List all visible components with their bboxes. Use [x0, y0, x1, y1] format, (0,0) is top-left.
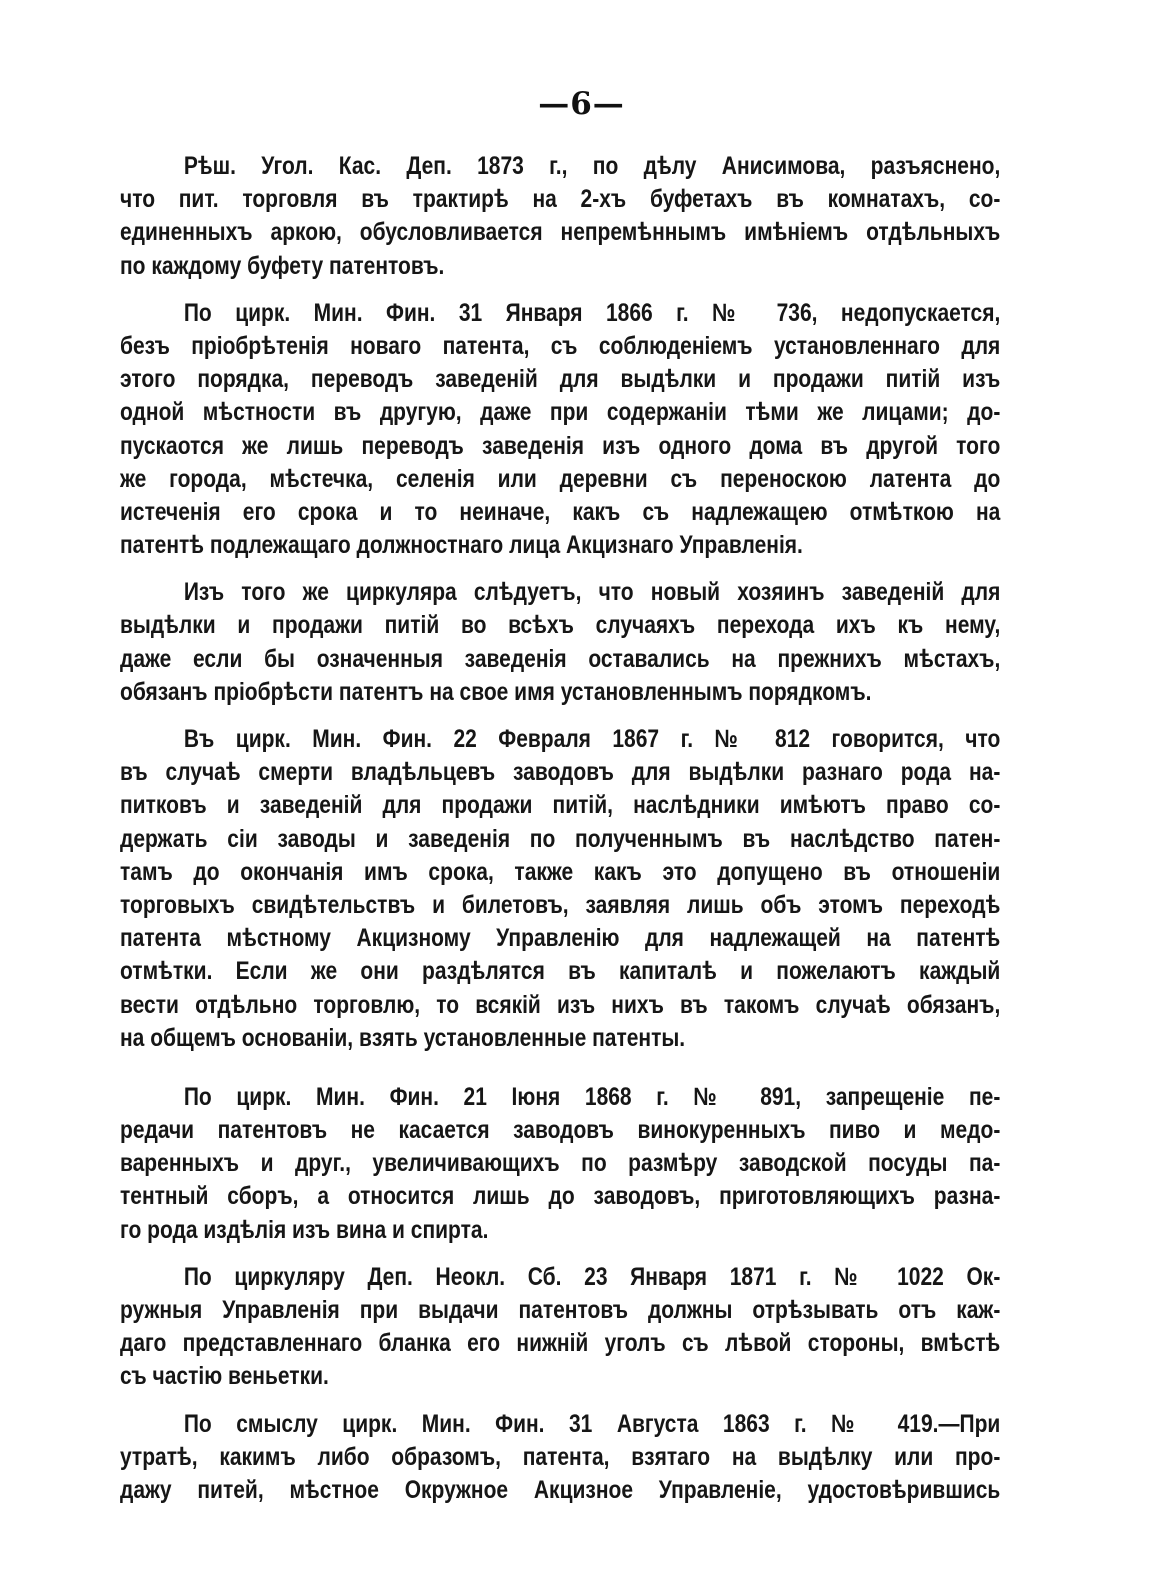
paragraph — [120, 1261, 1001, 1394]
text-line: истеченія его срока и то неиначе, какъ съ надлежащею отмѣткою на — [120, 497, 1001, 526]
page-number: —6— — [538, 86, 625, 122]
body-text — [120, 150, 1001, 1507]
text-line: тамъ до окончанія имъ срока, также какъ это допущено въ отношеніи — [120, 857, 1001, 886]
text-line: По цирк. Мин. Фин. 21 Іюня 1868 г. № 891, запрещеніе пе- — [183, 1082, 1001, 1111]
text-line: го рода издѣлія изъ вина и спирта. — [120, 1215, 489, 1244]
text-line: на общемъ основаніи, взять установленные патенты. — [120, 1023, 686, 1052]
paragraph — [120, 150, 1001, 283]
paragraph-gap — [120, 709, 859, 723]
paragraph — [120, 1081, 1001, 1247]
text-line: вести отдѣльно торговлю, то всякій изъ нихъ въ такомъ случаѣ обязанъ, — [120, 990, 1001, 1019]
text-line: дажу питей, мѣстное Окружное Акцизное Управленіе, удостовѣрившись — [120, 1475, 1001, 1504]
text-line: тентный сборъ, а относится лишь до заводовъ, приготовляющихъ разна- — [120, 1182, 1001, 1211]
text-line: обязанъ пріобрѣсти патентъ на свое имя установленнымъ порядкомъ. — [120, 677, 872, 706]
paragraph — [120, 1408, 1001, 1508]
text-line: даже если бы означенныя заведенія оставались на прежнихъ мѣстахъ, — [120, 644, 1001, 673]
text-line: единенныхъ аркою, обусловливается непремѣннымъ имѣніемъ отдѣльныхъ — [120, 218, 1001, 247]
text-line: по каждому буфету патентовъ. — [120, 251, 445, 280]
paragraph — [120, 297, 1001, 563]
text-line: въ случаѣ смерти владѣльцевъ заводовъ для выдѣлки разнаго рода на- — [120, 758, 1001, 787]
paragraph-gap — [120, 1055, 859, 1081]
text-line: отмѣтки. Если же они раздѣлятся въ капиталѣ и пожелаютъ каждый — [120, 957, 1001, 986]
text-line: патента мѣстному Акцизному Управленію для надлежащей на патентѣ — [120, 924, 1001, 953]
text-line: ружныя Управленія при выдачи патентовъ должны отрѣзывать отъ каж- — [120, 1296, 1001, 1324]
text-line: выдѣлки и продажи питій во всѣхъ случаяхъ перехода ихъ къ нему, — [120, 611, 1001, 640]
text-line: утратѣ, какимъ либо образомъ, патента, взятаго на выдѣлку или про- — [120, 1442, 1001, 1471]
text-line: безъ пріобрѣтенія новаго патента, съ соблюденіемъ установленнаго для — [120, 331, 1001, 360]
text-line: По цирк. Мин. Фин. 31 Января 1866 г. № 736, недопускается, — [183, 298, 1001, 327]
paragraph-gap — [120, 1394, 859, 1408]
text-line: этого порядка, переводъ заведеній для выдѣлки и продажи питій изъ — [120, 365, 1001, 394]
paragraph-gap — [120, 562, 859, 576]
text-line: варенныхъ и друг., увеличивающихъ по размѣру заводской посуды па- — [120, 1149, 1001, 1178]
text-line: что пит. торговля въ трактирѣ на 2-хъ буфетахъ въ комнатахъ, со- — [120, 185, 1001, 214]
text-line: даго представленнаго бланка его нижній уголъ съ лѣвой стороны, вмѣстѣ — [120, 1329, 1001, 1358]
paragraph — [120, 723, 1001, 1055]
text-line: одной мѣстности въ другую, даже при содержаніи тѣми же лицами; до- — [120, 398, 1001, 427]
text-line: пускаотся же лишь переводъ заведенія изъ одного дома въ другой того — [120, 431, 1001, 460]
text-line: питковъ и заведеній для продажи питій, наслѣдники имѣютъ право со- — [120, 791, 1001, 820]
text-line: же города, мѣстечка, селенія или деревни съ переноскою латента до — [120, 464, 1001, 493]
paragraph-gap — [120, 1247, 859, 1261]
text-line: держать сіи заводы и заведенія по полученнымъ въ наслѣдство патен- — [120, 824, 1001, 853]
paragraph-gap — [120, 283, 859, 297]
text-line: редачи патентовъ не касается заводовъ винокуренныхъ пиво и медо- — [120, 1116, 1001, 1145]
text-line: съ частію веньетки. — [120, 1362, 329, 1391]
text-line: Въ цирк. Мин. Фин. 22 Февраля 1867 г. № 812 говорится, что — [183, 725, 1001, 753]
paragraph — [120, 576, 1001, 709]
text-line: патентѣ подлежащаго должностнаго лица Акцизнаго Управленія. — [120, 531, 803, 560]
text-line: Изъ того же циркуляра слѣдуетъ, что новый хозяинъ заведеній для — [183, 578, 1001, 607]
text-line: торговыхъ свидѣтельствъ и билетовъ, заявляя лишь объ этомъ переходѣ — [120, 890, 1001, 919]
text-line: По циркуляру Деп. Неокл. Сб. 23 Января 1871 г. № 1022 Ок- — [183, 1262, 1001, 1291]
text-line: По смыслу цирк. Мин. Фин. 31 Августа 1863 г. № 419.—При — [183, 1409, 1001, 1438]
text-line: Рѣш. Угол. Кас. Деп. 1873 г., по дѣлу Анисимова, разъяснено, — [183, 152, 1001, 180]
